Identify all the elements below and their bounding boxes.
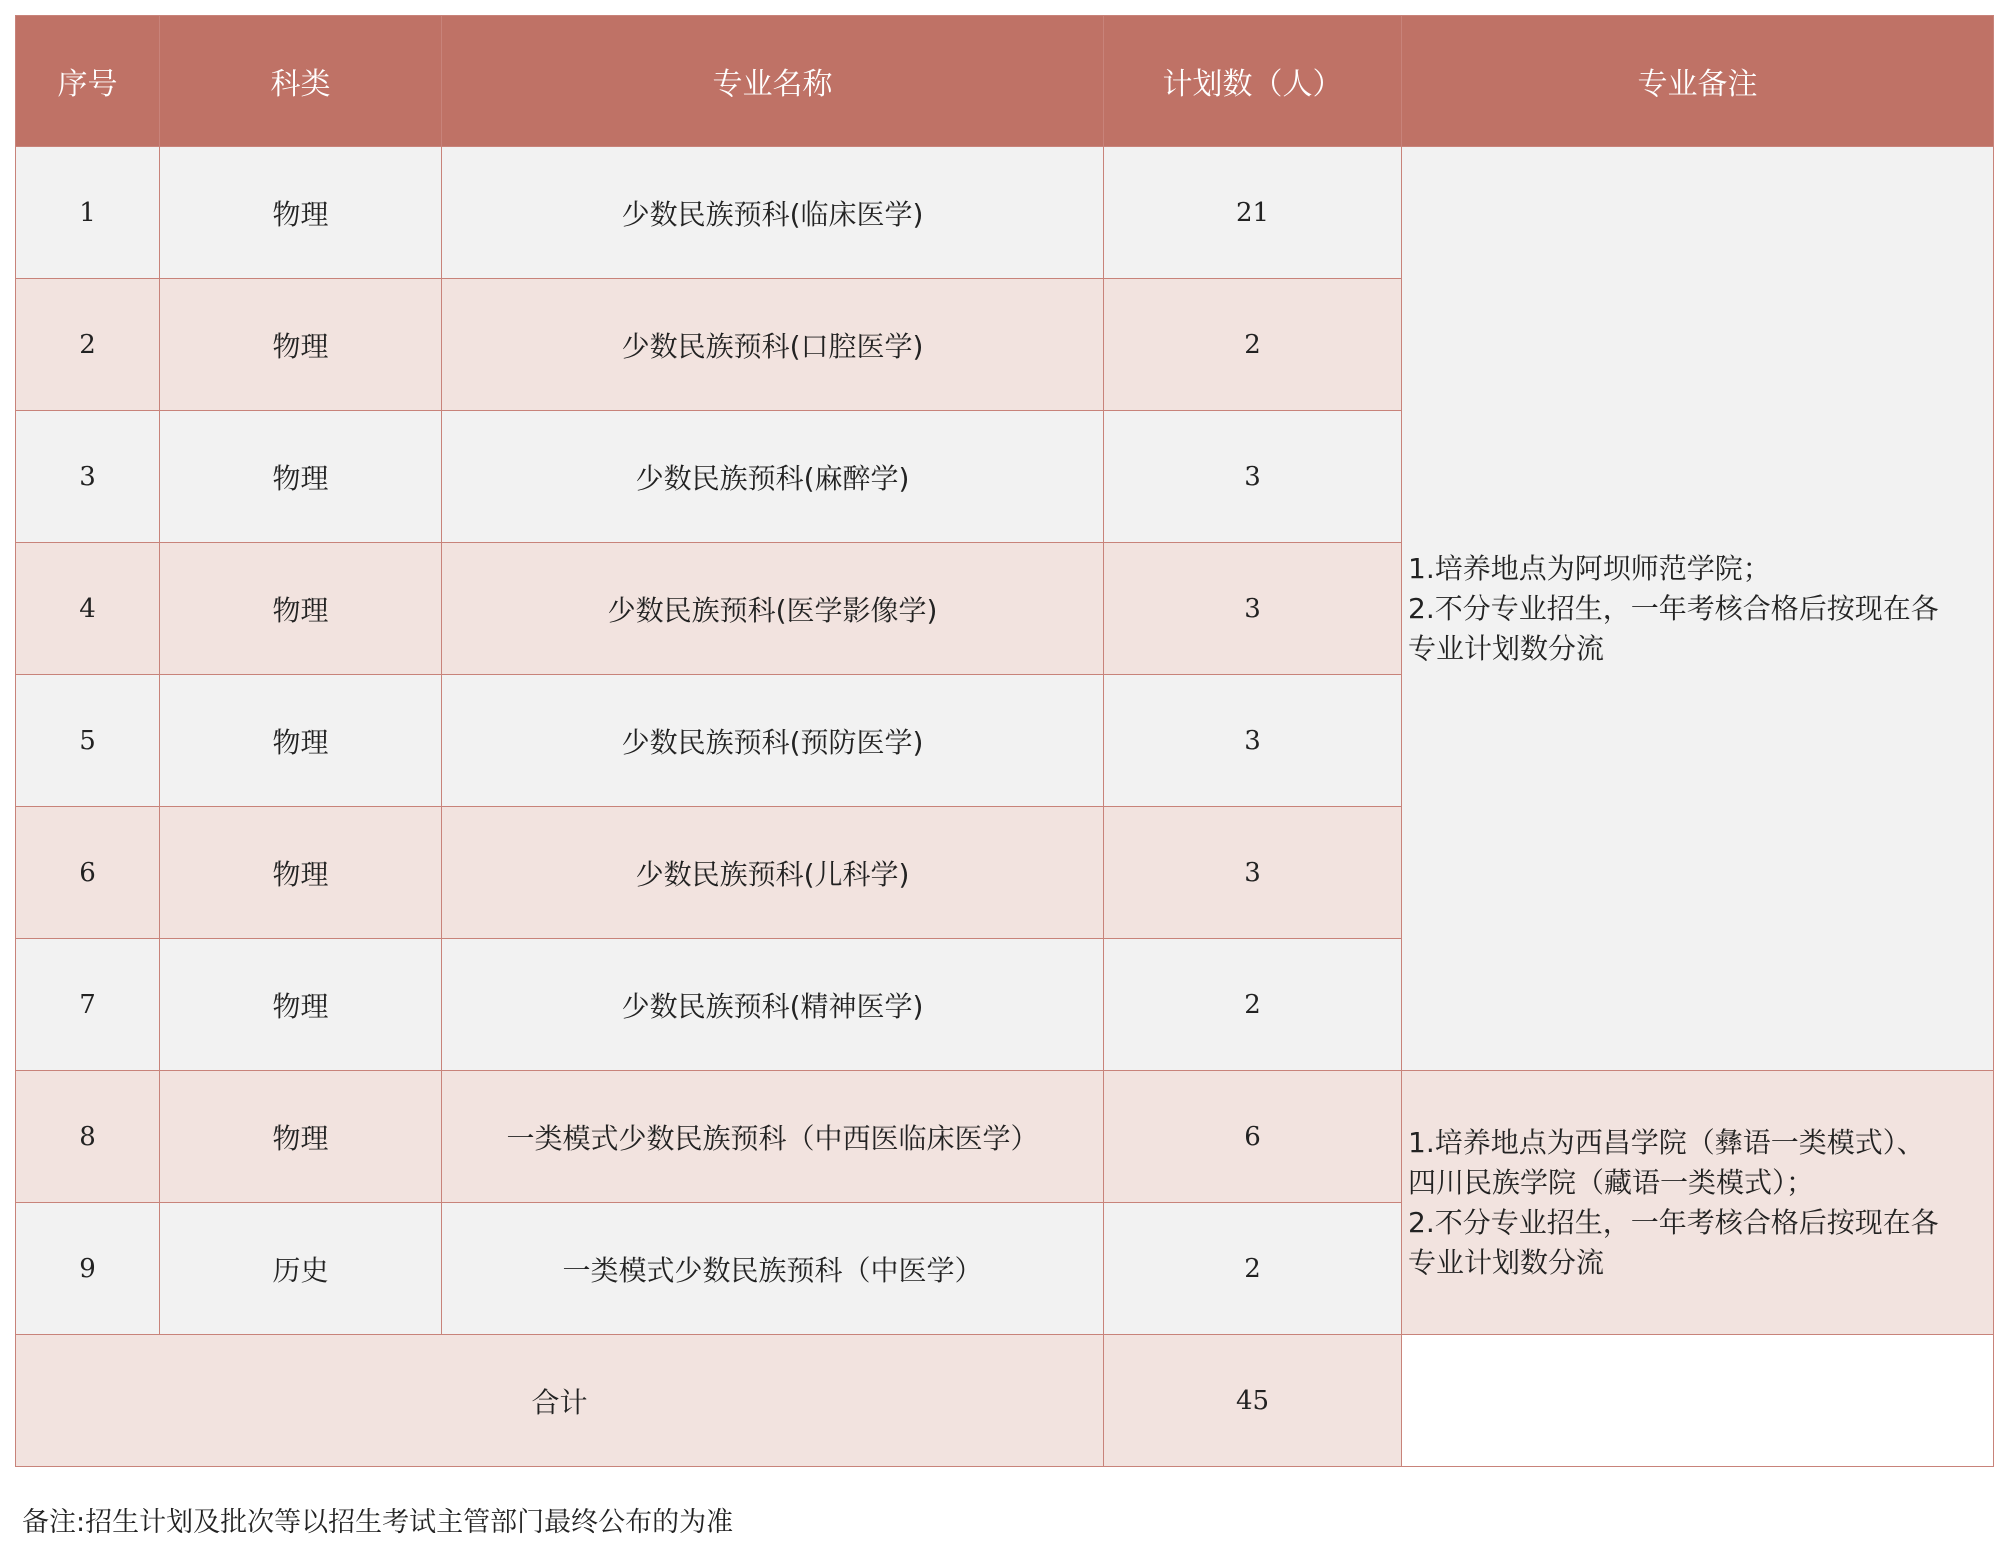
row-plan: 3	[1104, 411, 1402, 543]
notes-group-2	[1402, 1071, 1994, 1335]
row-major: 少数民族预科(精神医学)	[442, 939, 1104, 1071]
row-plan: 3	[1104, 807, 1402, 939]
row-plan: 3	[1104, 675, 1402, 807]
row-major: 少数民族预科(麻醉学)	[442, 411, 1104, 543]
row-plan: 2	[1104, 279, 1402, 411]
header-plan: 计划数（人）	[1104, 16, 1402, 147]
row-category: 历史	[160, 1203, 442, 1335]
row-category: 物理	[160, 543, 442, 675]
table-header-row	[16, 16, 1994, 147]
header-category: 科类	[160, 16, 442, 147]
note-line: 专业计划数分流	[1408, 631, 1605, 665]
row-plan: 2	[1104, 1203, 1402, 1335]
total-label: 合计	[16, 1335, 1104, 1467]
footnote: 备注:招生计划及批次等以招生考试主管部门最终公布的为准	[22, 1507, 734, 1538]
total-value: 45	[1104, 1335, 1402, 1467]
row-category: 物理	[160, 411, 442, 543]
row-no: 1	[16, 147, 160, 279]
total-notes	[1402, 1335, 1994, 1467]
header-notes: 专业备注	[1402, 16, 1994, 147]
total-row	[16, 1335, 1994, 1467]
table-row	[16, 1071, 1994, 1203]
row-category: 物理	[160, 147, 442, 279]
notes-group-1	[1402, 147, 1994, 1071]
row-no: 4	[16, 543, 160, 675]
row-major: 少数民族预科(临床医学)	[442, 147, 1104, 279]
row-category: 物理	[160, 939, 442, 1071]
row-plan: 6	[1104, 1071, 1402, 1203]
enrollment-plan-table	[15, 15, 1994, 1467]
row-major: 少数民族预科(医学影像学)	[442, 543, 1104, 675]
note-line: 2.不分专业招生，一年考核合格后按现在各	[1408, 591, 1939, 625]
row-major: 少数民族预科(口腔医学)	[442, 279, 1104, 411]
row-plan: 21	[1104, 147, 1402, 279]
row-major: 少数民族预科(预防医学)	[442, 675, 1104, 807]
row-no: 8	[16, 1071, 160, 1203]
row-plan: 2	[1104, 939, 1402, 1071]
note-line: 专业计划数分流	[1408, 1245, 1605, 1279]
row-category: 物理	[160, 675, 442, 807]
row-no: 9	[16, 1203, 160, 1335]
table-row	[16, 147, 1994, 279]
row-no: 6	[16, 807, 160, 939]
row-major: 少数民族预科(儿科学)	[442, 807, 1104, 939]
row-no: 3	[16, 411, 160, 543]
row-no: 7	[16, 939, 160, 1071]
header-major: 专业名称	[442, 16, 1104, 147]
note-line: 1.培养地点为西昌学院（彝语一类模式）、	[1408, 1125, 1925, 1159]
note-line: 2.不分专业招生，一年考核合格后按现在各	[1408, 1205, 1939, 1239]
row-plan: 3	[1104, 543, 1402, 675]
note-line: 1.培养地点为阿坝师范学院；	[1408, 551, 1771, 585]
row-no: 5	[16, 675, 160, 807]
header-no: 序号	[16, 16, 160, 147]
note-line: 四川民族学院（藏语一类模式）；	[1408, 1165, 1815, 1199]
row-category: 物理	[160, 1071, 442, 1203]
row-major: 一类模式少数民族预科（中西医临床医学）	[442, 1071, 1104, 1203]
row-category: 物理	[160, 279, 442, 411]
row-category: 物理	[160, 807, 442, 939]
row-no: 2	[16, 279, 160, 411]
row-major: 一类模式少数民族预科（中医学）	[442, 1203, 1104, 1335]
